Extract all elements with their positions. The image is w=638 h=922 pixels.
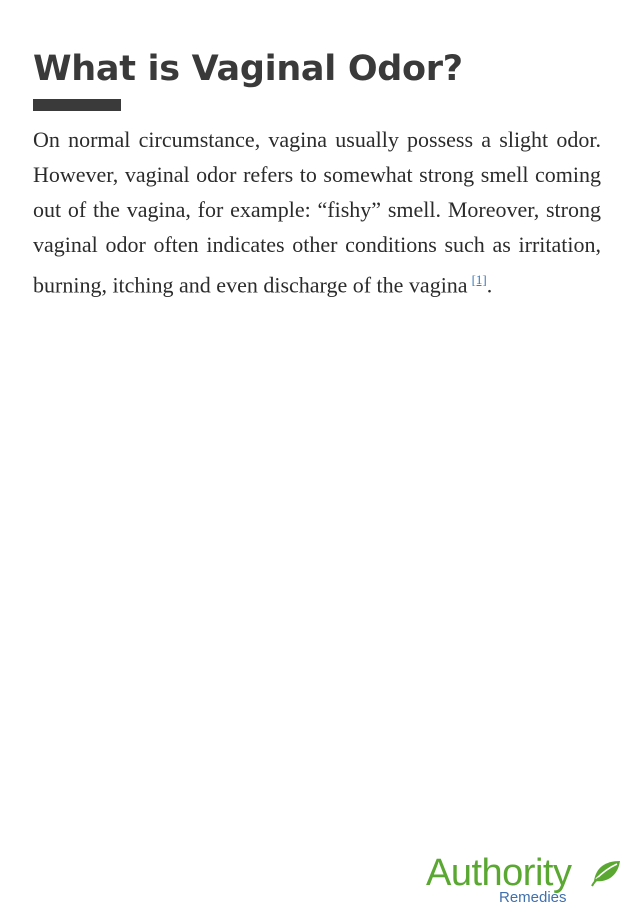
logo-wordmark: Authority	[426, 852, 572, 894]
title-underline-bar	[33, 99, 121, 111]
citation-link[interactable]: [1]	[471, 272, 487, 287]
article-paragraph	[33, 122, 601, 302]
leaf-icon	[590, 855, 624, 889]
page-title: What is Vaginal Odor?	[33, 49, 463, 89]
paragraph-text: On normal circumstance, vagina usually possess a slight odor. However, vaginal odor refers to somewhat strong smell coming out of the vagina, for example: “fishy” smell. Moreover, strong vaginal odor often indicates other conditions such as irritation, burning, itching and even discharge of the vagina	[33, 127, 601, 298]
paragraph-end: .	[486, 272, 493, 298]
authority-remedies-logo	[426, 851, 626, 911]
logo-subtitle: Remedies	[499, 889, 567, 906]
